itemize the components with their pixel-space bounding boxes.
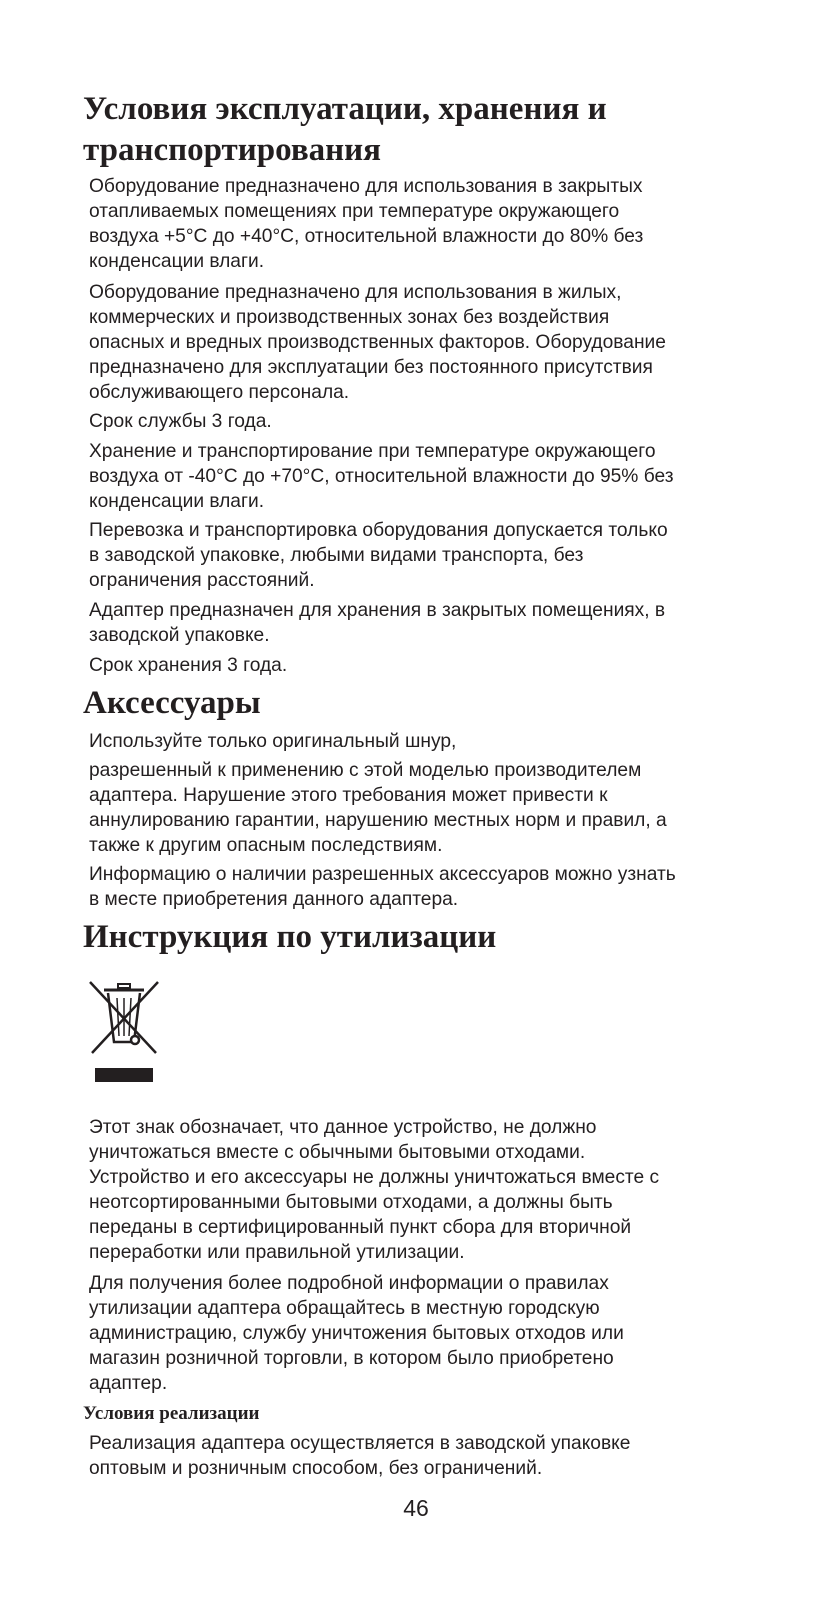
text-line: Для получения более подробной информации о правилах [89, 1273, 609, 1294]
text-line: Срок хранения 3 года. [89, 655, 288, 676]
text-line: Оборудование предназначено для использования в жилых, [89, 282, 622, 303]
text-line: Оборудование предназначено для использования в закрытых [89, 176, 643, 197]
text-line: Реализация адаптера осуществляется в заводской упаковке [89, 1433, 631, 1454]
text-line: конденсации влаги. [89, 251, 265, 272]
text-line: Информацию о наличии разрешенных аксессуаров можно узнать [89, 864, 676, 885]
text-line: Перевозка и транспортировка оборудования допускается только [89, 520, 668, 541]
text-line: Срок службы 3 года. [89, 411, 272, 432]
text-line: коммерческих и производственных зонах без воздействия [89, 307, 610, 328]
text-line: Этот знак обозначает, что данное устройство, не должно [89, 1117, 597, 1138]
text-line: переданы в сертифицированный пункт сбора для вторичной [89, 1217, 632, 1238]
text-line: предназначено для эксплуатации без постоянного присутствия [89, 357, 653, 378]
text-line: воздуха от -40°C до +70°C, относительной влажности до 95% без [89, 466, 674, 487]
storage-period-text [89, 653, 287, 678]
storage-paragraph-6 [89, 598, 665, 648]
text-line: заводской упаковке. [89, 625, 270, 646]
text-line: уничтожаться вместе с обычными бытовыми отходами. [89, 1142, 586, 1163]
section-title-accessories: Аксессуары [83, 685, 261, 721]
section-title-disposal: Инструкция по утилизации [83, 919, 497, 955]
text-line: разрешенный к применению с этой моделью производителем [89, 760, 642, 781]
text-line: Устройство и его аксессуары не должны уничтожаться вместе с [89, 1167, 660, 1188]
text-line: воздуха +5°C до +40°C, относительной влажности до 80% без [89, 226, 644, 247]
text-line: Используйте только оригинальный шнур, [89, 731, 457, 752]
text-line: неотсортированными бытовыми отходами, а должны быть [89, 1192, 613, 1213]
text-line: Адаптер предназначен для хранения в закрытых помещениях, в [89, 600, 666, 621]
disposal-paragraph-2 [89, 1271, 624, 1396]
text-line: ограничения расстояний. [89, 570, 315, 591]
page-number: 46 [403, 1495, 429, 1521]
section-title-storage-line2: транспортирования [83, 132, 382, 168]
section-title-storage-line1: Условия эксплуатации, хранения и [83, 91, 607, 127]
storage-paragraph-1 [89, 174, 643, 274]
storage-paragraph-5 [89, 518, 668, 593]
text-line: в месте приобретения данного адаптера. [89, 889, 459, 910]
sale-paragraph-1 [89, 1431, 630, 1481]
storage-paragraph-4 [89, 439, 674, 514]
accessories-paragraph-2 [89, 758, 667, 858]
text-line: администрацию, службу уничтожения бытовых отходов или [89, 1323, 624, 1344]
service-life-text [89, 409, 272, 434]
text-line: конденсации влаги. [89, 491, 265, 512]
text-line: утилизации адаптера обращайтесь в местную городскую [89, 1298, 600, 1319]
text-line: в заводской упаковке, любыми видами транспорта, без [89, 545, 584, 566]
accessories-paragraph-1 [89, 729, 456, 754]
accessories-paragraph-3 [89, 862, 676, 912]
text-line: переработки или правильной утилизации. [89, 1242, 465, 1263]
text-line: отапливаемых помещениях при температуре окружающего [89, 201, 620, 222]
text-line: Хранение и транспортирование при температуре окружающего [89, 441, 656, 462]
text-line: обслуживающего персонала. [89, 382, 350, 403]
text-line: магазин розничной торговли, в котором было приобретено [89, 1348, 614, 1369]
disposal-paragraph-1 [89, 1115, 659, 1265]
text-line: адаптера. Нарушение этого требования может привести к [89, 785, 608, 806]
section-title-sale: Условия реализации [83, 1403, 260, 1424]
weee-crossed-bin-icon [86, 976, 162, 1088]
text-line: опасных и вредных производственных факторов. Оборудование [89, 332, 666, 353]
text-line: адаптер. [89, 1373, 168, 1394]
storage-paragraph-2 [89, 280, 666, 405]
text-line: оптовым и розничным способом, без ограничений. [89, 1458, 543, 1479]
text-line: также к другим опасным последствиям. [89, 835, 443, 856]
text-line: аннулированию гарантии, нарушению местных норм и правил, а [89, 810, 667, 831]
